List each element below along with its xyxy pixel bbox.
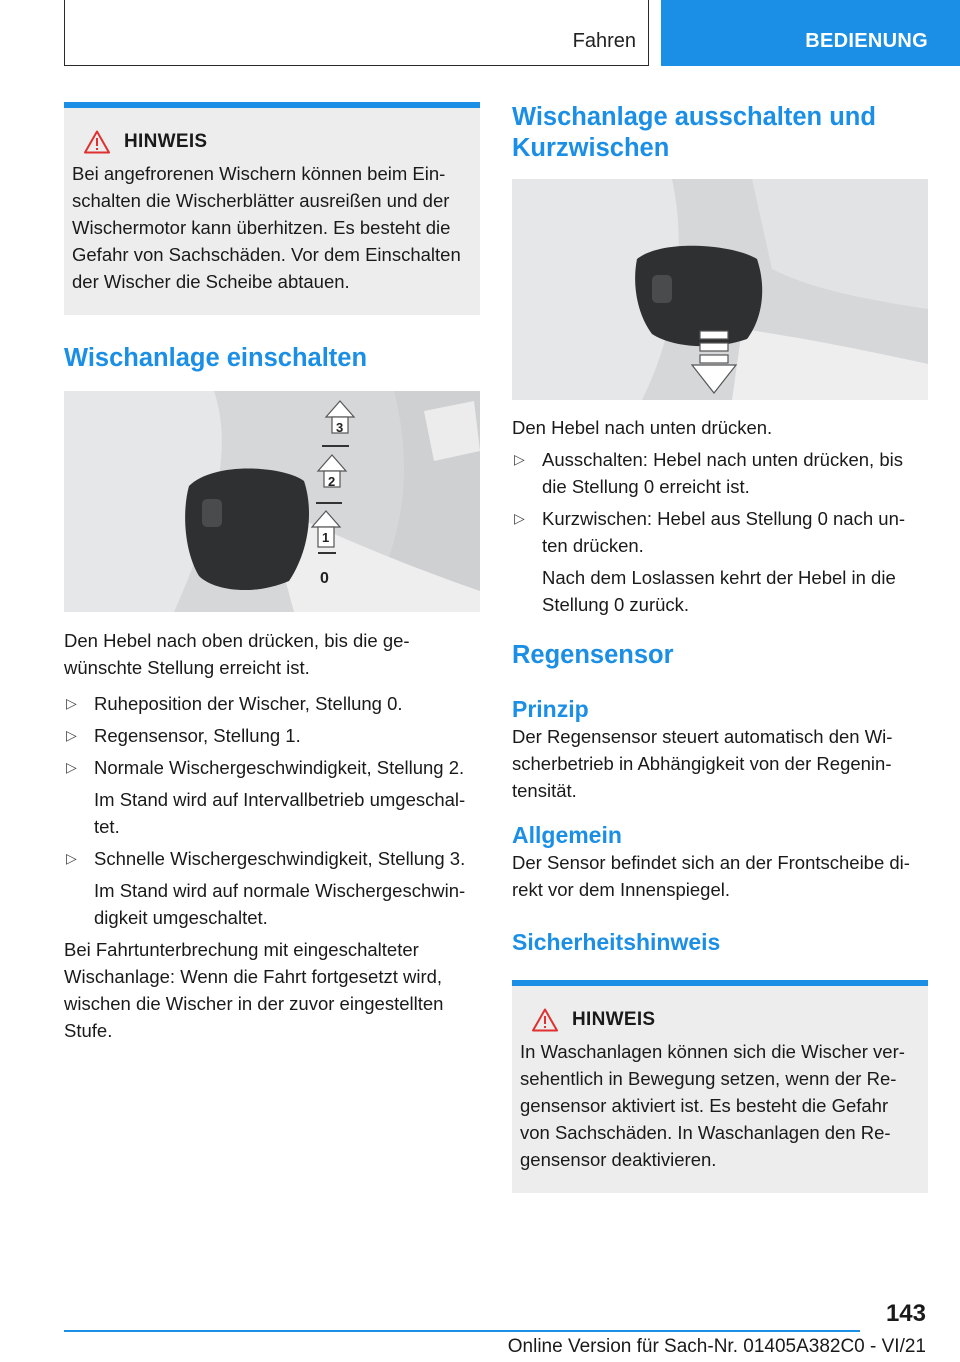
section-heading: Wischanlage ausschalten und Kurzwischen	[512, 103, 876, 162]
position-label-2: 2	[328, 474, 336, 489]
principle-heading: Prinzip	[512, 696, 589, 722]
page-number: 143	[885, 1300, 926, 1327]
list-item-note: Nach dem Loslassen kehrt der Hebel in die Stellung 0 zurück.	[542, 567, 896, 615]
position-label-1: 1	[322, 530, 330, 545]
triangle-bullet-icon: ▷	[514, 451, 525, 467]
list-item-note: Im Stand wird auf normale Wischergeschwin-digkeit umgeschaltet.	[94, 880, 466, 928]
triangle-bullet-icon: ▷	[66, 695, 77, 711]
safety-heading: Sicherheitshinweis	[512, 929, 721, 955]
notice-text: Bei angefrorenen Wischern können beim Ein-schalten die Wischerblätter ausreißen und der Wischermotor kann überhitzen. Es besteht die Gefahr von Sachschäden. Vor dem Einschalten der Wischer die Scheibe abtauen.	[72, 163, 461, 292]
list-item: ▷ Normale Wischergeschwindigkeit, Stellung 2.	[64, 754, 480, 781]
triangle-bullet-icon: ▷	[514, 510, 525, 526]
section-heading: Wischanlage einschalten	[64, 344, 368, 372]
list-item: ▷ Schnelle Wischergeschwindigkeit, Stellung 3.	[64, 845, 480, 872]
footer-text: Online Version für Sach-Nr. 01405A382C0 - VI/21	[507, 1336, 926, 1357]
list-item: ▷ Ruheposition der Wischer, Stellung 0.	[64, 690, 480, 717]
notice-label: HINWEIS	[124, 131, 208, 152]
notice-header	[520, 1008, 920, 1032]
list-item: ▷ Kurzwischen: Hebel aus Stellung 0 nach un-ten drücken.	[512, 505, 928, 559]
list-item: ▷ Regensensor, Stellung 1.	[64, 722, 480, 749]
list-item-note: Im Stand wird auf Intervallbetrieb umgeschal-tet.	[94, 789, 466, 837]
notice-box	[512, 980, 928, 1193]
list-item: ▷ Ausschalten: Hebel nach unten drücken, bis die Stellung 0 erreicht ist.	[512, 446, 928, 500]
lever-down-drawing	[512, 179, 928, 400]
notice-text: In Waschanlagen können sich die Wischer ver-sehentlich in Bewegung setzen, wenn der Re-gensensor aktiviert ist. Es besteht die Gefahr von Sachschäden. In Waschanlagen den Re-gensensor deaktivieren.	[520, 1041, 905, 1170]
triangle-bullet-icon: ▷	[66, 759, 77, 775]
notice-box	[64, 102, 480, 315]
footer-rule	[64, 1330, 860, 1332]
outro-paragraph: Bei Fahrtunterbrechung mit eingeschalteter Wischanlage: Wenn die Fahrt fortgesetzt wird, wischen die Wischer in der zuvor eingestellten Stufe.	[64, 939, 444, 1041]
warning-icon	[532, 1008, 558, 1032]
header-section-label: Fahren	[572, 30, 636, 52]
action-list	[512, 446, 928, 618]
triangle-bullet-icon: ▷	[66, 850, 77, 866]
intro-paragraph: Den Hebel nach unten drücken.	[512, 417, 773, 438]
general-heading: Allgemein	[512, 822, 622, 848]
principle-paragraph: Der Regensensor steuert automatisch den Wi-scherbetrieb in Abhängigkeit von der Regenin-tensität.	[512, 726, 893, 801]
position-label-3: 3	[336, 420, 344, 435]
lever-up-drawing	[64, 391, 480, 612]
wiper-lever-down-illustration	[512, 179, 928, 400]
wiper-lever-up-illustration	[64, 391, 480, 612]
general-paragraph: Der Sensor befindet sich an der Frontscheibe di-rekt vor dem Innenspiegel.	[512, 852, 910, 900]
left-column	[64, 102, 480, 1044]
header-chapter-label: BEDIENUNG	[805, 30, 928, 52]
right-column	[512, 102, 928, 1193]
position-label-0: 0	[320, 570, 329, 587]
notice-label: HINWEIS	[572, 1009, 656, 1030]
header-section-tab	[64, 0, 649, 66]
rain-sensor-heading: Regensensor	[512, 641, 674, 669]
warning-icon	[84, 130, 110, 154]
notice-header	[72, 130, 472, 154]
triangle-bullet-icon: ▷	[66, 727, 77, 743]
intro-paragraph: Den Hebel nach oben drücken, bis die ge-wünschte Stellung erreicht ist.	[64, 630, 410, 678]
header-chapter-tab	[661, 0, 960, 66]
position-list	[64, 690, 480, 931]
